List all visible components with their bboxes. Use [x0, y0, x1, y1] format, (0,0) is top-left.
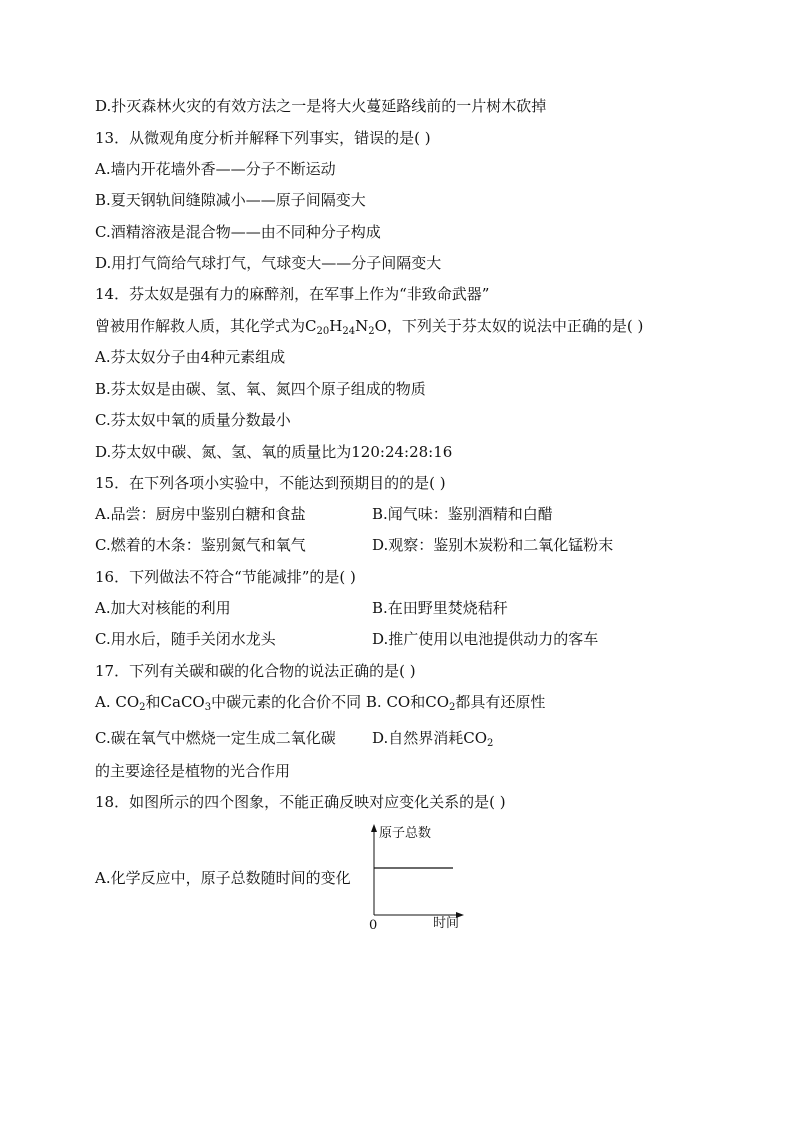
- graph-x-label: 时间: [433, 916, 460, 931]
- option-15d: D.观察：鉴别木炭粉和二氧化锰粉末: [372, 536, 614, 554]
- q14-text-pre: 曾被用作解救人质，其化学式为: [95, 317, 306, 335]
- question-13: 13．从微观角度分析并解释下列事实，错误的是( ): [95, 129, 431, 147]
- option-17c: C.碳在氧气中燃烧一定生成二氧化碳: [95, 729, 336, 747]
- option-17d: D.自然界消耗$CO_2$: [372, 729, 494, 749]
- option-16d: D.推广使用以电池提供动力的客车: [372, 630, 599, 648]
- option-17ab: A. $CO_2$和CaCO$_3$中碳元素的化合价不同 B. CO和$CO_2$都具有还原性: [95, 693, 546, 713]
- option-16c: C.用水后，随手关闭水龙头: [95, 630, 276, 648]
- chemical-formula: $C_{20}H_{24}N_2O$: [305, 317, 387, 337]
- option-15b: B.闻气味：鉴别酒精和白醋: [372, 505, 553, 523]
- option-16a: A.加大对核能的利用: [95, 599, 231, 617]
- graph-atom-count-vs-time: [362, 822, 472, 934]
- option-16b: B.在田野里焚烧秸秆: [372, 599, 508, 617]
- option-14d: D.芬太奴中碳、氮、氢、氧的质量比为120:24:28:16: [95, 443, 453, 461]
- option-14c: C.芬太奴中氧的质量分数最小: [95, 411, 291, 429]
- q14-text-post: ，下列关于芬太奴的说法中正确的是( ): [386, 317, 644, 335]
- question-15: 15．在下列各项小实验中，不能达到预期目的的是( ): [95, 474, 446, 492]
- option-18a: A.化学反应中，原子总数随时间的变化: [95, 869, 351, 887]
- option-15c: C.燃着的木条：鉴别氮气和氧气: [95, 536, 306, 554]
- option-13b: B.夏天钢轨间缝隙减小——原子间隔变大: [95, 191, 366, 209]
- option-13c: C.酒精溶液是混合物——由不同种分子构成: [95, 223, 381, 241]
- option-14b: B.芬太奴是由碳、氢、氧、氮四个原子组成的物质: [95, 380, 426, 398]
- option-15a: A.品尝：厨房中鉴别白糖和食盐: [95, 505, 306, 523]
- option-13d: D.用打气筒给气球打气，气球变大——分子间隔变大: [95, 254, 442, 272]
- option-12d: D.扑灭森林火灾的有效方法之一是将大火蔓延路线前的一片树木砍掉: [95, 97, 547, 115]
- option-13a: A.墙内开花墙外香——分子不断运动: [95, 160, 336, 178]
- question-14-line2: [95, 316, 643, 336]
- option-14a: A.芬太奴分子由4种元素组成: [95, 348, 286, 366]
- question-16: 16．下列做法不符合“节能减排”的是( ): [95, 568, 356, 586]
- question-17: 17．下列有关碳和碳的化合物的说法正确的是( ): [95, 662, 416, 680]
- question-18: 18．如图所示的四个图象，不能正确反映对应变化关系的是( ): [95, 793, 506, 811]
- graph-origin-label: 0: [369, 918, 378, 933]
- option-17d-continued: 的主要途径是植物的光合作用: [95, 762, 291, 780]
- graph-y-label: 原子总数: [379, 826, 432, 841]
- question-14: 14．芬太奴是强有力的麻醉剂，在军事上作为“非致命武器”: [95, 285, 490, 303]
